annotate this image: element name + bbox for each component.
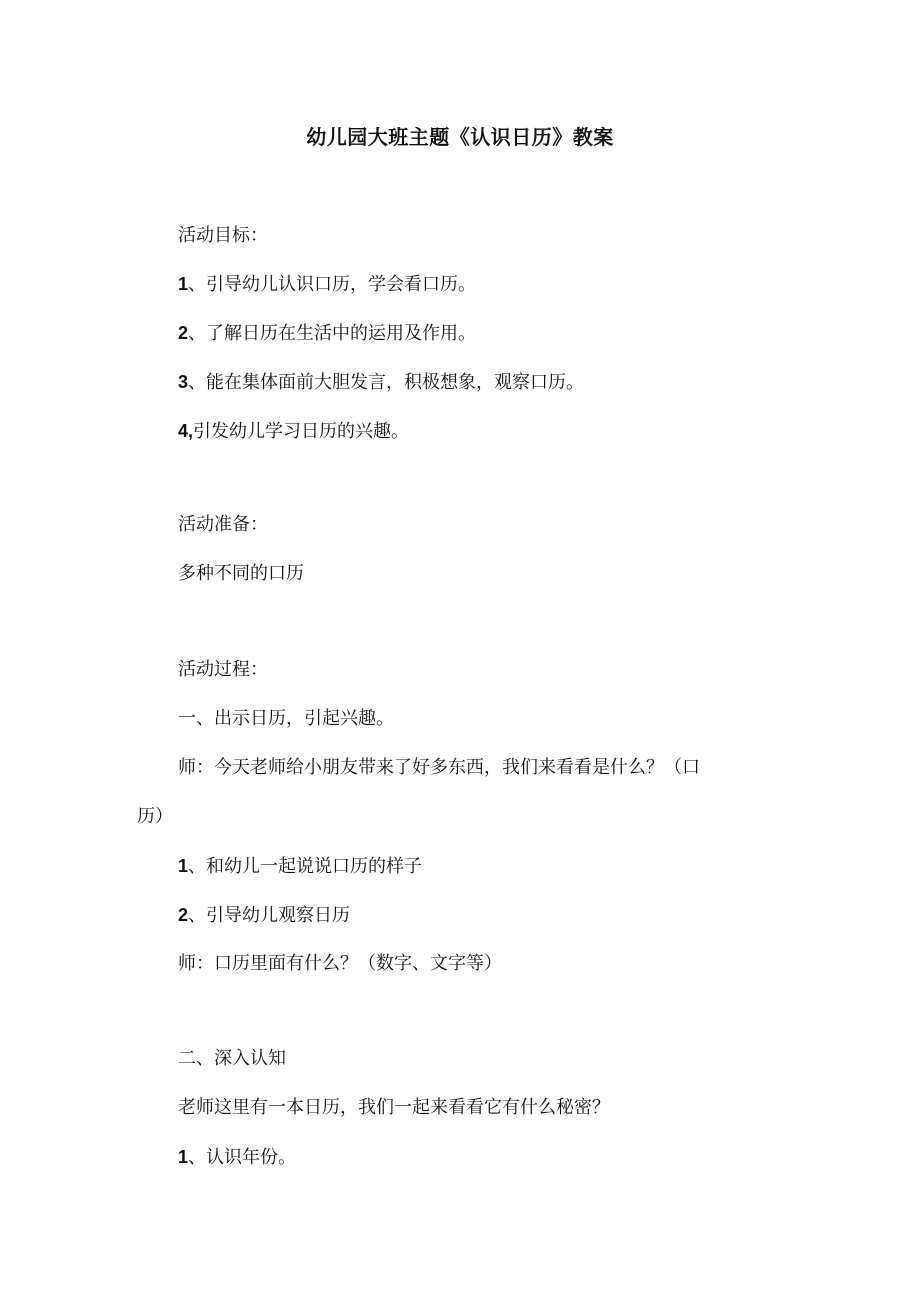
process-part-2-item-1 (178, 1143, 296, 1172)
goal-item-text: 引发幼儿学习日历的兴趣。 (193, 421, 410, 442)
process-part-2-title: 二、深入认知 (178, 1048, 286, 1069)
teacher-line-2: 师：口历里面有什么？（数字、文字等） (178, 953, 502, 974)
document-title: 幼儿园大班主题《认识日历》教案 (306, 125, 614, 149)
section-heading-goals: 活动目标： (178, 225, 268, 246)
goal-item-3 (178, 368, 584, 397)
goal-item-2 (178, 319, 476, 348)
process-item-text: 、和幼儿一起说说口历的样子 (188, 856, 423, 877)
goal-item-number: 3 (178, 372, 189, 392)
teacher-line: 师：今天老师给小朋友带来了好多东西，我们来看看是什么？（口 (178, 757, 700, 778)
teacher-line-wrap: 历） (137, 806, 173, 827)
goal-item-4 (178, 417, 409, 446)
process-item-text: 、引导幼儿观察日历 (188, 905, 351, 926)
goal-item-text: 、了解日历在生活中的运用及作用。 (188, 323, 477, 344)
process-part-2-intro: 老师这里有一本日历，我们一起来看看它有什么秘密？ (178, 1097, 610, 1118)
section-heading-process: 活动过程： (178, 659, 268, 680)
process-item-text: 、认识年份。 (188, 1147, 297, 1168)
goal-item-text: 、引导幼儿认识口历，学会看口历。 (188, 274, 477, 295)
goal-item-number: 4, (178, 421, 194, 441)
process-item-1 (178, 852, 422, 881)
goal-item-number: 1 (178, 274, 189, 294)
process-item-number: 1 (178, 1147, 189, 1167)
goal-item-number: 2 (178, 323, 189, 343)
section-heading-preparation: 活动准备： (178, 514, 268, 535)
process-item-number: 1 (178, 856, 189, 876)
process-part-1-title: 一、出示日历，引起兴趣。 (178, 708, 394, 729)
process-item-number: 2 (178, 905, 189, 925)
process-item-2 (178, 901, 350, 930)
goal-item-1 (178, 270, 476, 299)
preparation-body: 多种不同的口历 (178, 563, 304, 584)
goal-item-text: 、能在集体面前大胆发言，积极想象，观察口历。 (188, 372, 585, 393)
